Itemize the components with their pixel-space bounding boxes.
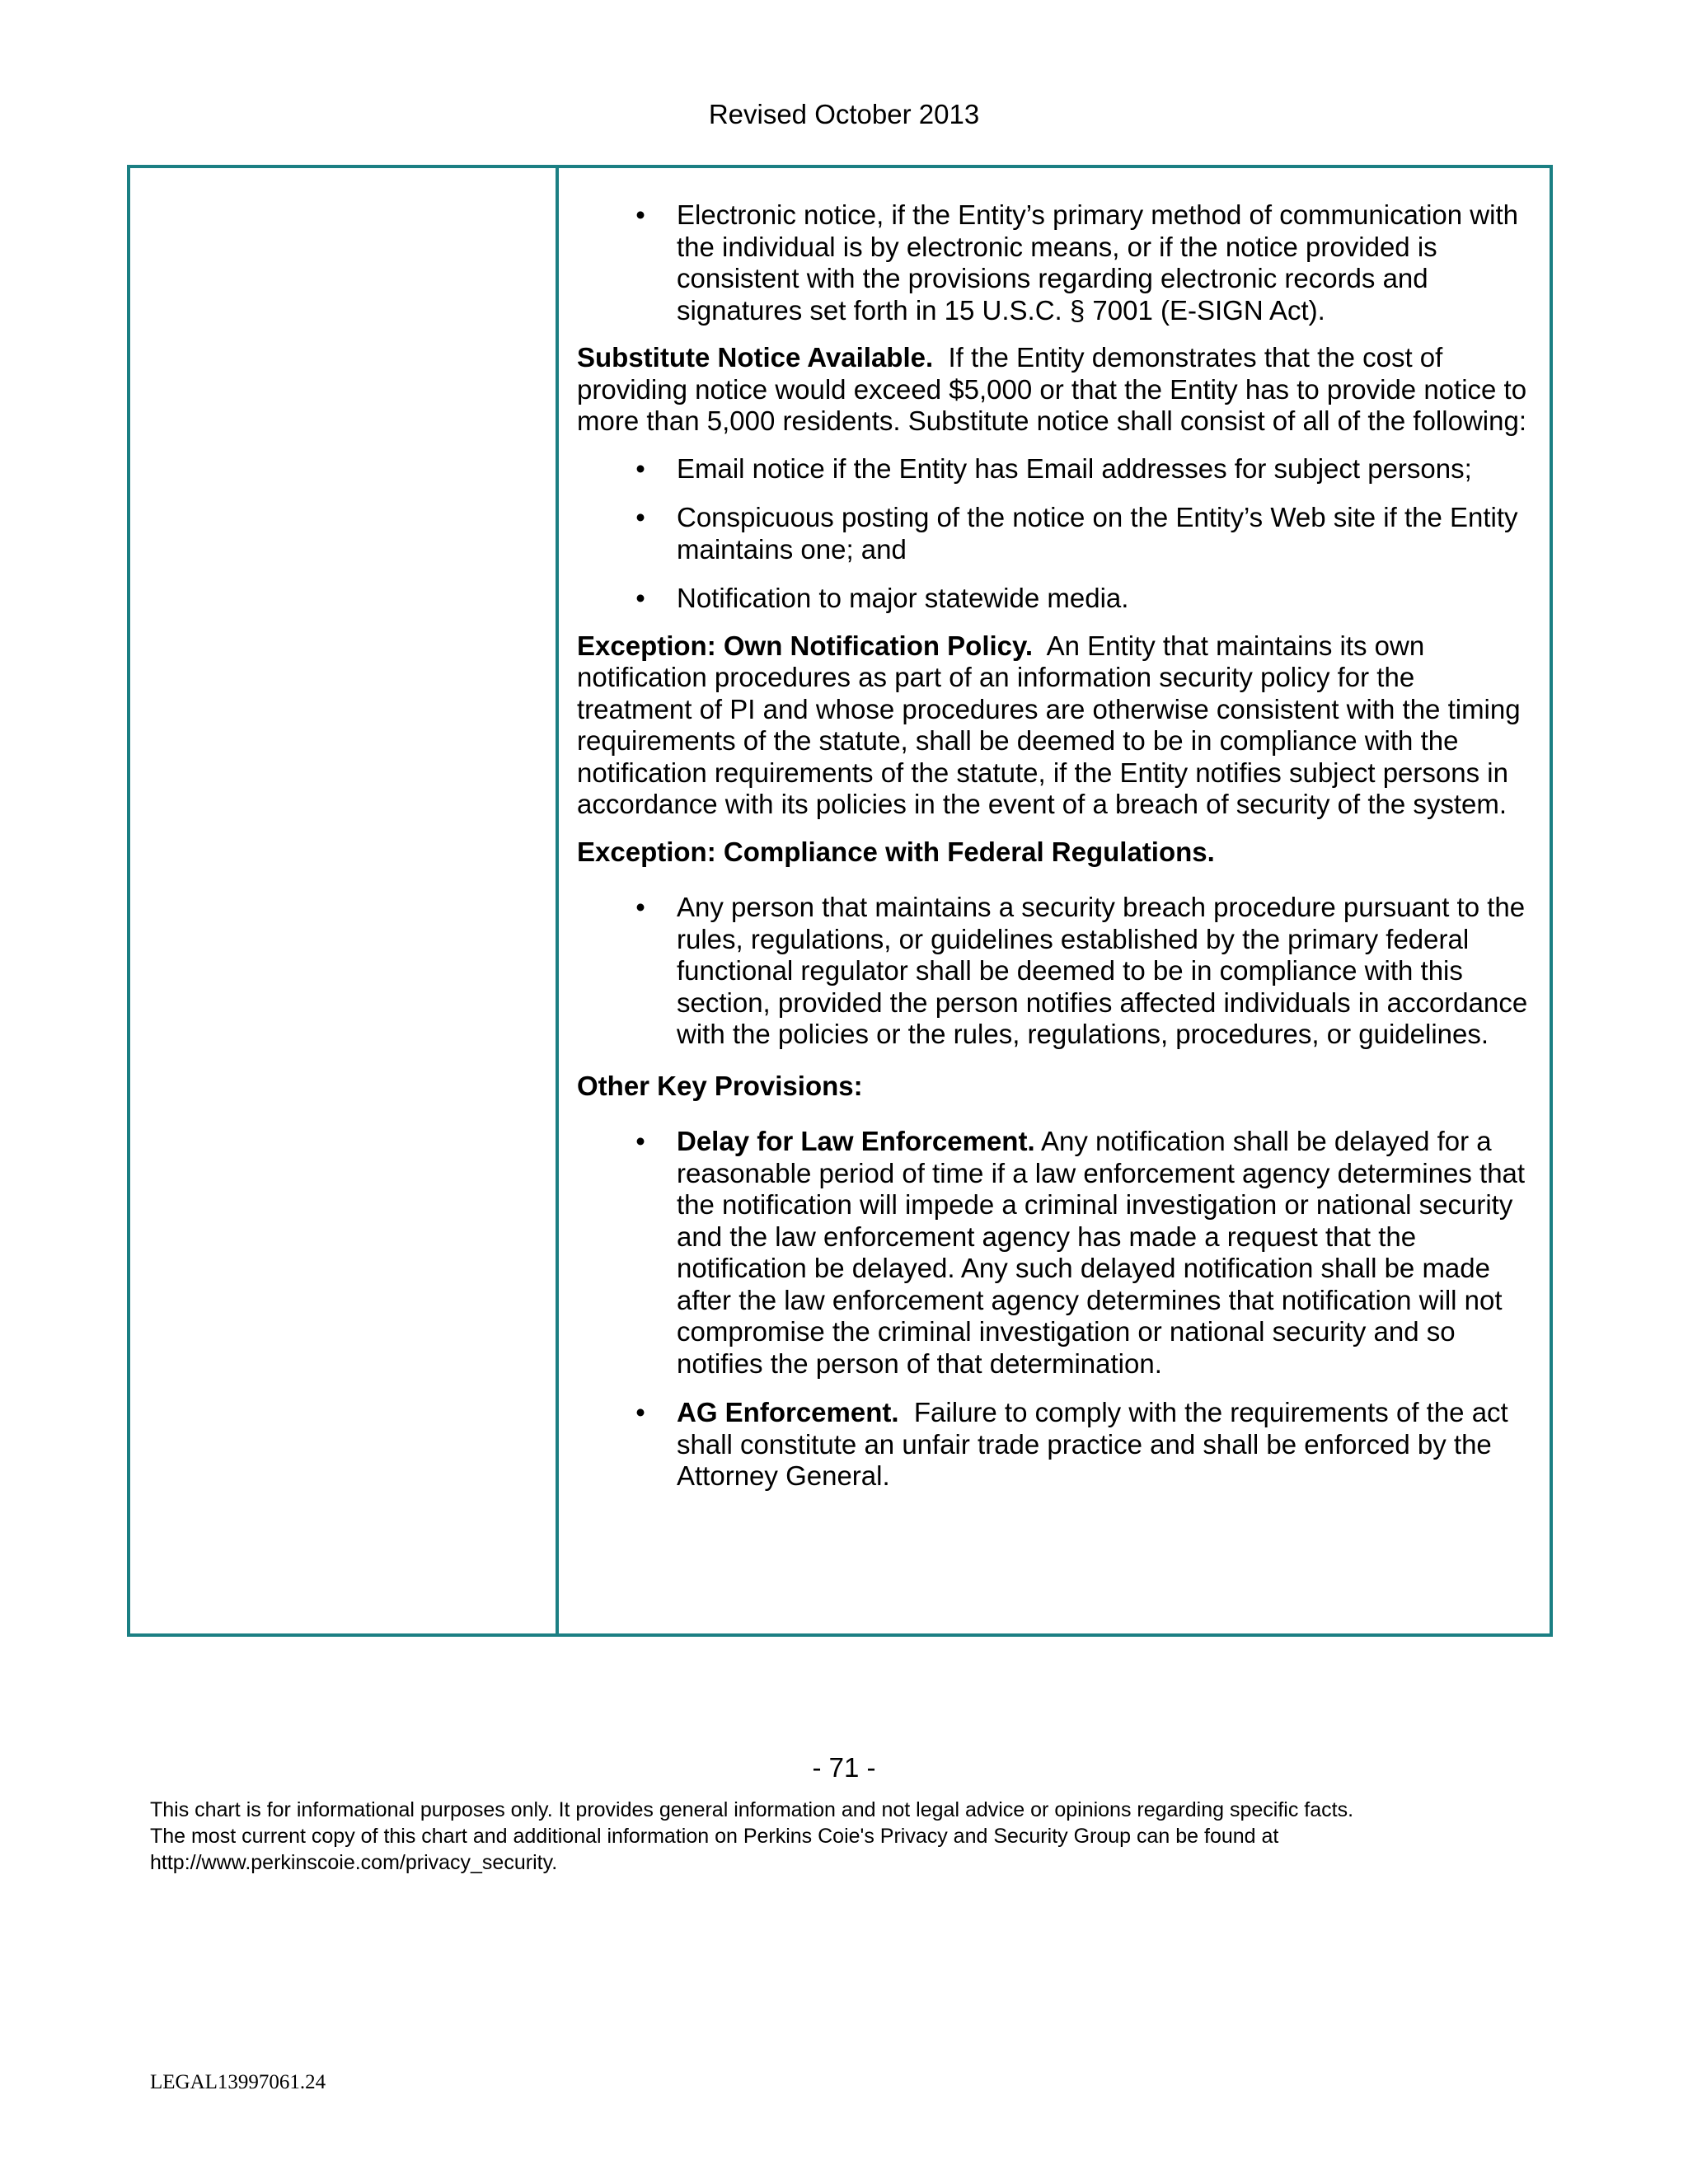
other-provisions-heading: Other Key Provisions: — [577, 1070, 863, 1101]
federal-heading-paragraph — [577, 837, 1530, 869]
federal-list — [577, 892, 1530, 1051]
page-number: - 71 - — [812, 1752, 876, 1783]
list-item — [577, 583, 1530, 615]
revision-date: Revised October 2013 — [708, 99, 980, 129]
bullet-icon: • — [635, 502, 645, 532]
list-item — [577, 1126, 1530, 1380]
substitute-notice-text: If the Entity demonstrates that the cost of providing notice would exceed $5,000 or that the Entity has to provide notice to more than 5,000 residents. Substitute notice shall consist of all of the following: — [577, 342, 1527, 436]
disclaimer-line: http://www.perkinscoie.com/privacy_security. — [150, 1851, 558, 1874]
substitute-notice-paragraph — [577, 342, 1530, 438]
bullet-icon: • — [635, 1397, 645, 1427]
delay-title: Delay for Law Enforcement. — [677, 1126, 1035, 1156]
notice-method-list — [577, 199, 1530, 326]
bullet-text: Any person that maintains a security breach procedure pursuant to the rules, regulations, or guidelines established by the primary federal functional regulator shall be deemed to be in compliance with this section, provided the person notifies affected individuals in accordance with the policies or the rules, regulations, procedures, or guidelines. — [677, 892, 1528, 1049]
bullet-text: Electronic notice, if the Entity’s primary method of communication with the individual is by electronic means, or if the notice provided is consistent with the provisions regarding electronic records and signatures set forth in 15 U.S.C. § 7001 (E-SIGN Act). — [677, 199, 1518, 326]
bullet-icon: • — [635, 892, 645, 922]
disclaimer-line: This chart is for informational purposes only. It provides general information and not legal advice or opinions regarding specific facts. — [150, 1798, 1354, 1821]
bullet-text: Email notice if the Entity has Email addresses for subject persons; — [677, 452, 1472, 484]
bullet-icon: • — [635, 199, 645, 230]
substitute-notice-list — [577, 453, 1530, 615]
list-item — [577, 1397, 1530, 1493]
bullet-icon: • — [635, 452, 645, 484]
disclaimer — [150, 1797, 1551, 1876]
list-item — [577, 199, 1530, 326]
other-provisions-list — [577, 1126, 1530, 1493]
disclaimer-line: The most current copy of this chart and additional information on Perkins Coie's Privacy and Security Group can be found at — [150, 1825, 1279, 1848]
state-column-cell — [130, 168, 559, 1633]
list-item — [577, 502, 1530, 565]
list-item — [577, 453, 1530, 485]
substitute-notice-heading: Substitute Notice Available. — [577, 342, 934, 373]
ag-text: Failure to comply with the requirements of the act shall constitute an unfair trade practice and shall be enforced by the Attorney General. — [677, 1397, 1508, 1491]
bullet-icon: • — [635, 1126, 645, 1156]
own-policy-heading: Exception: Own Notification Policy. — [577, 630, 1034, 661]
bullet-icon: • — [635, 583, 645, 613]
ag-title: AG Enforcement. — [677, 1397, 899, 1427]
delay-text: Any notification shall be delayed for a reasonable period of time if a law enforcement agency determines that the notification will impede a criminal investigation or national security and the law enforcement agency has made a request that the notification be delayed. Any such delayed notification shall be made after the law enforcement agency determines that notification will not compromise the criminal investigation or national security and so notifies the person of that determination. — [677, 1126, 1526, 1379]
own-policy-text: An Entity that maintains its own notification procedures as part of an information security policy for the treatment of PI and whose procedures are otherwise consistent with the timing requirements of the statute, shall be deemed to be in compliance with the notification requirements of the statute, if the Entity notifies subject persons in accordance with its policies in the event of a breach of security of the system. — [577, 630, 1521, 819]
other-provisions-paragraph — [577, 1071, 1530, 1103]
provisions-column-cell — [559, 168, 1550, 1633]
own-policy-paragraph — [577, 630, 1530, 821]
bullet-text: Conspicuous posting of the notice on the Entity’s Web site if the Entity maintains one; and — [677, 502, 1518, 565]
chart-table — [127, 165, 1553, 1637]
bullet-text: Notification to major statewide media. — [677, 583, 1129, 613]
list-item — [577, 892, 1530, 1051]
document-id: LEGAL13997061.24 — [150, 2071, 326, 2093]
federal-heading: Exception: Compliance with Federal Regulations. — [577, 836, 1215, 867]
